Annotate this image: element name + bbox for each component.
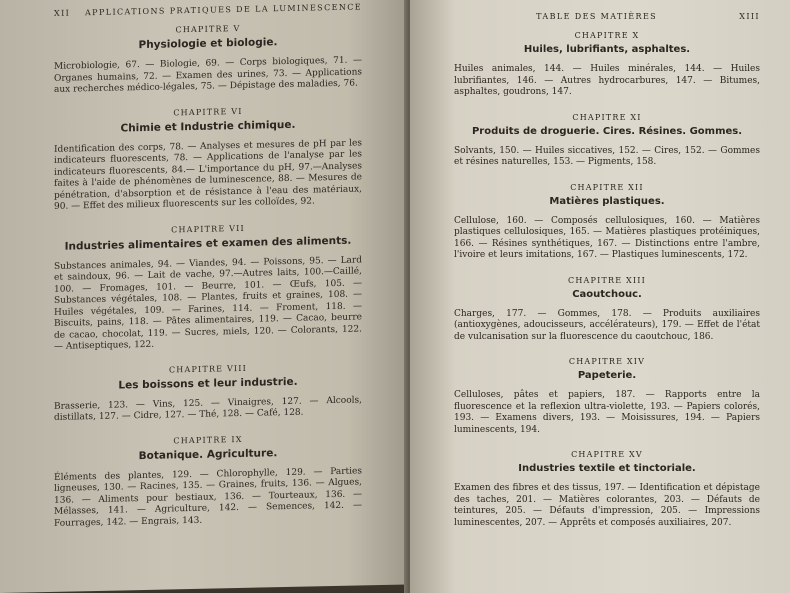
chapter-entries: Celluloses, pâtes et papiers, 187. — Rapports entre la fluorescence et la reflexion ultra-violette, 193. — Papiers colorés, 193. — Examens divers, 193. — Moisissures, 194. — Papiers luminescents, 194. — [454, 390, 760, 435]
chapter-label: CHAPITRE VIII — [168, 363, 248, 374]
chapter-block — [454, 276, 760, 344]
chapter-title: Chimie et Industrie chimique. — [120, 118, 296, 134]
running-head — [454, 12, 760, 21]
chapter-title: Industries textile et tinctoriale. — [518, 463, 696, 474]
chapter-entries: Charges, 177. — Gommes, 178. — Produits auxiliaires (antioxygènes, adoucisseurs, accélérateurs), 179. — Effet de l'état de vulcanisation sur la fluorescence du caoutchouc, 186. — [454, 308, 760, 342]
chapter-label: CHAPITRE XI — [572, 112, 642, 122]
chapter-title: Papeterie. — [577, 370, 637, 381]
chapter-block — [454, 357, 760, 436]
chapter-entries: Éléments des plantes, 129. — Chlorophylle, 129. — Parties ligneuses, 130. — Racines, 135. — Graines, fruits, 136. — Algues, 136. — Aliments pour bestiaux, 136. — Tourteaux, 136. — Mélasses, 141. — Agriculture, 142. — Semences, 142. — Fourrages, 142. — Engrais, 143. — [54, 465, 362, 529]
chapter-title: Produits de droguerie. Cires. Résines. Gommes. — [471, 125, 743, 137]
chapter-block — [54, 221, 362, 353]
page-number: XIII — [739, 12, 760, 21]
running-title: APPLICATIONS PRATIQUES DE LA LUMINESCENCE — [84, 2, 362, 18]
chapter-entries: Huiles animales, 144. — Huiles minérales, 144. — Huiles lubrifiantes, 146. — Autres hydrocarbures, 147. — Bitumes, asphaltes, goudrons, 147. — [454, 64, 760, 97]
chapter-entries: Brasserie, 123. — Vins, 125. — Vinaigres, 127. — Alcools, distillats, 127. — Cidre, 127. — Thé, 128. — Café, 128. — [54, 394, 362, 423]
chapter-label: CHAPITRE X — [574, 31, 640, 40]
right-page — [410, 0, 790, 593]
chapter-block — [54, 21, 362, 96]
chapter-block — [454, 183, 760, 262]
chapter-label: CHAPITRE V — [175, 23, 241, 35]
chapter-block — [454, 113, 760, 169]
chapter-label: CHAPITRE XV — [571, 450, 643, 459]
chapter-block — [54, 432, 362, 530]
chapter-entries: Solvants, 150. — Huiles siccatives, 152. — Cires, 152. — Gommes et résines naturelles, 153. — Pigments, 158. — [454, 145, 760, 167]
chapter-label: CHAPITRE XIV — [568, 357, 646, 366]
chapter-entries: Cellulose, 160. — Composés cellulosiques, 160. — Matières plastiques cellulosiques, 165. — Matières plastiques protéiniques, 166. — Résines synthétiques, 167. — Distinctions entre l'ambre, l'ivoire et leurs imitations, 167. — Plastiques luminescents, 172. — [454, 215, 760, 260]
running-title: TABLE DES MATIÈRES — [536, 12, 658, 21]
chapter-block — [454, 450, 760, 529]
chapter-title: Les boissons et leur industrie. — [118, 375, 298, 392]
chapter-label: CHAPITRE IX — [173, 434, 243, 445]
chapter-block — [454, 31, 760, 99]
chapter-title: Botanique. Agriculture. — [138, 446, 278, 462]
chapter-title: Industries alimentaires et examen des aliments. — [64, 234, 352, 253]
running-head — [54, 2, 362, 17]
chapter-title: Matières plastiques. — [549, 195, 665, 207]
chapter-entries: Substances animales, 94. — Viandes, 94. — Poissons, 95. — Lard et saindoux, 96. — Lait de vache, 97.—Autres laits, 100.—Caillé, 100. — Fromages, 101. — Beurre, 101. — Œufs, 105. — Substances végétales, 108. — Plantes, fruits et graines, 108. — Huiles végétales, 109. — Farines, 114. — Froment, 118. — Biscuits, pains, 118. — Pâtes alimentaires, 119. — Cacao, beurre de cacao, chocolat, 119. — Sucres, miels, 120. — Colorants, 122. — Antiseptiques, 122. — [54, 254, 362, 352]
page-number: XII — [54, 8, 71, 18]
chapter-entries: Examen des fibres et des tissus, 197. — Identification et dépistage des taches, 201. — Matières colorantes, 203. — Défauts de teintures, 205. — Défauts d'impression, 205. — Impressions luminescentes, 207. — Apprêts et composés auxiliaires, 207. — [454, 483, 760, 528]
chapter-label: CHAPITRE VII — [171, 223, 245, 234]
chapter-label: CHAPITRE XIII — [568, 275, 646, 285]
chapter-title: Physiologie et biologie. — [138, 36, 278, 52]
chapter-entries: Microbiologie, 67. — Biologie, 69. — Corps biologiques, 71. — Organes humains, 72. — Examen des urines, 73. — Applications aux recherches médico-légales, 75. — Dépistage des maladies, 76. — [54, 55, 362, 95]
chapter-label: CHAPITRE VI — [173, 106, 243, 117]
chapter-block — [54, 104, 362, 213]
chapter-title: Caoutchouc. — [572, 288, 642, 300]
chapter-block — [54, 361, 362, 424]
chapter-label: CHAPITRE XII — [570, 182, 644, 192]
chapter-title: Huiles, lubrifiants, asphaltes. — [523, 44, 691, 55]
chapter-entries: Identification des corps, 78. — Analyses et mesures de pH par les indicateurs fluorescents, 78. — Applications de l'analyse par les indicateurs fluorescents, 84.— L'importance du pH, 97.—Analyses faites à l'aide de phénomènes de luminescence, 88. — Mesures de pénétration, d'absorption et de résistance à l'eau des matériaux, 90. — Effet des milieux fluorescents sur les colloïdes, 92. — [54, 137, 362, 212]
